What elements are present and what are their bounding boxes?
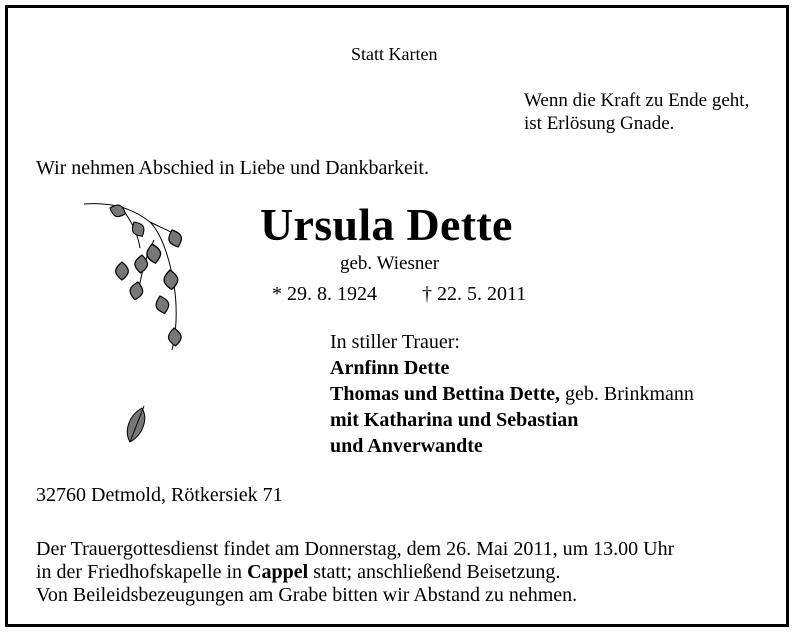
address: 32760 Detmold, Rötkersiek 71 xyxy=(36,484,283,506)
falling-leaf-icon xyxy=(120,402,150,447)
mourner-line-2: Thomas und Bettina Dette, geb. Brinkmann xyxy=(330,383,694,405)
mourner-line-4: und Anverwandte xyxy=(330,435,483,457)
mourner-line-3: mit Katharina und Sebastian xyxy=(330,409,579,431)
birth-date: * 29. 8. 1924 xyxy=(272,283,377,305)
death-date: † 22. 5. 2011 xyxy=(422,283,527,305)
mourners-intro: In stiller Trauer: xyxy=(330,331,460,353)
service-line-1: Der Trauergottesdienst findet am Donnerstag, dem 26. Mai 2011, um 13.00 Uhr xyxy=(36,538,675,560)
quote-line-1: Wenn die Kraft zu Ende geht, xyxy=(524,90,750,111)
mourner-line-1: Arnfinn Dette xyxy=(330,357,450,379)
header-text: Statt Karten xyxy=(351,44,438,64)
quote-line-2: ist Erlösung Gnade. xyxy=(524,113,675,134)
service-line-3: Von Beileidsbezeugungen am Grabe bitten wir Abstand zu nehmen. xyxy=(36,584,578,606)
deceased-name: Ursula Dette xyxy=(260,199,513,250)
maiden-name: geb. Wiesner xyxy=(340,253,440,274)
service-line-2: in der Friedhofskapelle in Cappel statt; anschließend Beisetzung. xyxy=(36,561,561,583)
intro-text: Wir nehmen Abschied in Liebe und Dankbarkeit. xyxy=(36,157,429,179)
birch-branch-icon xyxy=(82,200,197,365)
